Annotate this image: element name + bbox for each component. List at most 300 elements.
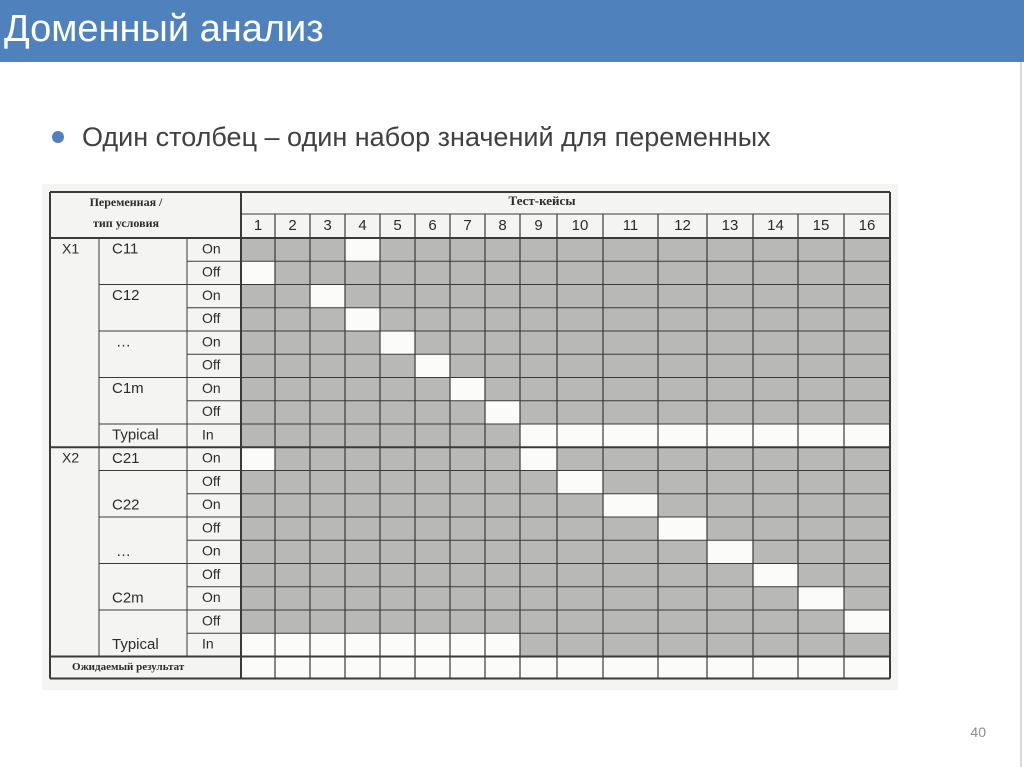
state-label: In xyxy=(202,426,214,443)
variable-label: X1 xyxy=(62,240,80,257)
test-case-cell xyxy=(345,238,380,261)
test-case-cell xyxy=(345,610,380,633)
test-case-cell xyxy=(485,354,520,377)
test-case-cell xyxy=(241,354,275,377)
test-case-cell xyxy=(310,564,345,587)
test-case-cell xyxy=(485,331,520,354)
test-case-cell xyxy=(520,564,557,587)
test-case-cell xyxy=(557,424,603,447)
test-case-cell xyxy=(798,285,844,308)
test-case-cell xyxy=(345,308,380,331)
test-case-cell xyxy=(557,238,603,261)
test-case-cell xyxy=(345,657,380,679)
test-case-cell xyxy=(450,331,485,354)
test-case-cell xyxy=(753,331,798,354)
test-case-cell xyxy=(844,587,890,610)
condition-label: C2m xyxy=(112,589,144,607)
test-case-cell xyxy=(310,471,345,494)
test-case-cell xyxy=(275,238,310,261)
test-case-cell xyxy=(485,238,520,261)
test-case-cell xyxy=(450,261,485,284)
test-case-cell xyxy=(310,378,345,401)
condition-label: … xyxy=(116,542,131,560)
test-case-cell xyxy=(450,540,485,563)
test-case-cell xyxy=(275,540,310,563)
test-case-cell xyxy=(380,261,415,284)
test-case-cell xyxy=(520,540,557,563)
test-case-cell xyxy=(753,540,798,563)
test-case-cell xyxy=(415,331,450,354)
test-case-cell xyxy=(658,610,707,633)
test-case-cell xyxy=(415,354,450,377)
test-case-cell xyxy=(658,331,707,354)
test-case-cell xyxy=(520,657,557,679)
test-case-cell xyxy=(415,238,450,261)
test-case-cell xyxy=(557,261,603,284)
test-case-cell xyxy=(557,610,603,633)
test-case-cell xyxy=(241,261,275,284)
test-case-cell xyxy=(241,540,275,563)
test-case-cell xyxy=(485,401,520,424)
test-case-cell xyxy=(844,238,890,261)
test-case-cell xyxy=(241,378,275,401)
test-case-cell xyxy=(658,308,707,331)
test-case-number: 16 xyxy=(858,216,876,234)
test-case-cell xyxy=(753,401,798,424)
bullet-dot-icon xyxy=(52,131,64,143)
test-case-cell xyxy=(415,517,450,540)
test-case-cell xyxy=(380,378,415,401)
test-case-cell xyxy=(658,401,707,424)
test-case-cell xyxy=(658,564,707,587)
test-case-cell xyxy=(844,354,890,377)
test-case-cell xyxy=(241,238,275,261)
test-case-cell xyxy=(450,308,485,331)
test-case-cell xyxy=(798,447,844,470)
test-case-cell xyxy=(753,517,798,540)
test-case-cell xyxy=(798,494,844,517)
test-case-cell xyxy=(345,378,380,401)
test-case-cell xyxy=(415,378,450,401)
test-case-cell xyxy=(798,424,844,447)
test-case-cell xyxy=(345,354,380,377)
test-case-cell xyxy=(603,261,658,284)
test-case-cell xyxy=(658,261,707,284)
test-case-cell xyxy=(658,238,707,261)
test-case-cell xyxy=(310,238,345,261)
test-case-cell xyxy=(707,424,753,447)
test-case-cell xyxy=(415,633,450,656)
test-case-cell xyxy=(603,308,658,331)
test-case-cell xyxy=(798,564,844,587)
test-case-cell xyxy=(275,354,310,377)
test-case-number: 8 xyxy=(498,216,507,234)
test-case-cell xyxy=(345,587,380,610)
test-case-cell xyxy=(557,285,603,308)
test-case-cell xyxy=(844,261,890,284)
test-case-number: 11 xyxy=(622,216,639,234)
test-case-cell xyxy=(603,610,658,633)
test-case-cell xyxy=(844,331,890,354)
test-case-cell xyxy=(753,424,798,447)
test-case-cell xyxy=(380,424,415,447)
test-case-cell xyxy=(450,494,485,517)
test-case-cell xyxy=(241,564,275,587)
test-case-cell xyxy=(798,540,844,563)
condition-label: C11 xyxy=(112,240,139,258)
test-case-cell xyxy=(415,564,450,587)
test-case-cell xyxy=(557,564,603,587)
test-case-cell xyxy=(658,447,707,470)
test-case-cell xyxy=(520,331,557,354)
test-case-cell xyxy=(798,308,844,331)
test-case-number: 14 xyxy=(767,216,784,234)
test-case-cell xyxy=(450,238,485,261)
header-test-cases: Тест-кейсы xyxy=(508,192,576,208)
test-case-cell xyxy=(658,285,707,308)
test-case-number: 12 xyxy=(674,216,691,234)
test-case-cell xyxy=(520,261,557,284)
test-case-cell xyxy=(753,308,798,331)
test-case-cell xyxy=(450,587,485,610)
test-case-cell xyxy=(520,633,557,656)
test-case-cell xyxy=(241,401,275,424)
test-case-cell xyxy=(485,540,520,563)
test-case-cell xyxy=(345,564,380,587)
test-case-cell xyxy=(707,610,753,633)
test-case-cell xyxy=(798,610,844,633)
slide-frame-edge xyxy=(1020,62,1022,767)
test-case-cell xyxy=(520,401,557,424)
test-case-cell xyxy=(603,401,658,424)
test-case-cell xyxy=(450,564,485,587)
test-case-cell xyxy=(275,261,310,284)
test-case-cell xyxy=(241,308,275,331)
test-case-cell xyxy=(753,261,798,284)
test-case-cell xyxy=(241,285,275,308)
test-case-cell xyxy=(603,633,658,656)
test-case-cell xyxy=(753,610,798,633)
test-case-cell xyxy=(557,494,603,517)
test-case-cell xyxy=(415,424,450,447)
test-case-cell xyxy=(485,424,520,447)
test-case-cell xyxy=(310,424,345,447)
test-case-cell xyxy=(485,633,520,656)
test-case-cell xyxy=(275,494,310,517)
test-case-cell xyxy=(275,331,310,354)
test-case-cell xyxy=(345,517,380,540)
test-case-cell xyxy=(485,471,520,494)
test-case-cell xyxy=(520,587,557,610)
condition-label: Typical xyxy=(112,426,159,444)
test-case-cell xyxy=(310,633,345,656)
test-case-cell xyxy=(450,610,485,633)
test-case-cell xyxy=(844,424,890,447)
test-case-cell xyxy=(310,447,345,470)
state-label: Off xyxy=(202,356,221,373)
test-case-cell xyxy=(380,308,415,331)
state-label: In xyxy=(202,635,214,652)
test-case-cell xyxy=(275,633,310,656)
test-case-cell xyxy=(753,238,798,261)
state-label: On xyxy=(202,496,221,513)
test-case-cell xyxy=(844,471,890,494)
test-case-cell xyxy=(798,517,844,540)
test-case-cell xyxy=(844,610,890,633)
test-case-cell xyxy=(485,494,520,517)
expected-result-label: Ожидаемый результат xyxy=(72,661,185,674)
test-case-cell xyxy=(275,378,310,401)
test-case-cell xyxy=(241,610,275,633)
test-case-cell xyxy=(844,401,890,424)
test-case-cell xyxy=(485,564,520,587)
test-case-cell xyxy=(520,447,557,470)
test-case-cell xyxy=(345,261,380,284)
test-case-cell xyxy=(753,564,798,587)
test-case-cell xyxy=(415,471,450,494)
test-case-cell xyxy=(557,587,603,610)
test-case-cell xyxy=(345,540,380,563)
test-case-cell xyxy=(557,540,603,563)
test-case-cell xyxy=(603,238,658,261)
test-case-cell xyxy=(415,261,450,284)
test-case-cell xyxy=(707,540,753,563)
test-case-cell xyxy=(415,494,450,517)
test-case-cell xyxy=(241,447,275,470)
test-case-cell xyxy=(310,540,345,563)
test-case-cell xyxy=(707,401,753,424)
test-case-cell xyxy=(753,657,798,679)
test-case-cell xyxy=(707,354,753,377)
test-case-cell xyxy=(450,633,485,656)
test-case-cell xyxy=(603,285,658,308)
test-case-cell xyxy=(520,471,557,494)
test-case-cell xyxy=(310,401,345,424)
variable-label: X2 xyxy=(62,449,80,466)
test-case-cell xyxy=(345,331,380,354)
condition-label: Typical xyxy=(112,635,159,653)
test-case-cell xyxy=(310,308,345,331)
test-case-cell xyxy=(450,657,485,679)
test-case-cell xyxy=(753,587,798,610)
test-case-cell xyxy=(485,285,520,308)
test-case-cell xyxy=(658,378,707,401)
test-case-cell xyxy=(844,657,890,679)
test-case-cell xyxy=(707,494,753,517)
state-label: Off xyxy=(202,472,221,489)
test-case-cell xyxy=(844,285,890,308)
state-label: On xyxy=(202,449,221,466)
test-case-number: 4 xyxy=(358,216,367,234)
test-case-cell xyxy=(275,564,310,587)
test-case-cell xyxy=(707,378,753,401)
test-case-cell xyxy=(603,331,658,354)
test-case-cell xyxy=(557,471,603,494)
test-case-cell xyxy=(603,564,658,587)
test-case-cell xyxy=(798,633,844,656)
test-case-cell xyxy=(345,285,380,308)
test-case-cell xyxy=(520,285,557,308)
test-case-cell xyxy=(241,657,275,679)
test-case-number: 3 xyxy=(323,216,332,234)
test-case-cell xyxy=(603,657,658,679)
test-case-cell xyxy=(380,494,415,517)
test-case-cell xyxy=(380,564,415,587)
test-case-cell xyxy=(658,517,707,540)
test-case-cell xyxy=(380,471,415,494)
test-case-cell xyxy=(415,401,450,424)
test-case-cell xyxy=(380,401,415,424)
state-label: Off xyxy=(202,263,221,280)
test-case-cell xyxy=(707,447,753,470)
test-case-cell xyxy=(310,331,345,354)
test-case-cell xyxy=(707,285,753,308)
test-case-cell xyxy=(345,494,380,517)
test-case-cell xyxy=(310,517,345,540)
test-case-cell xyxy=(275,610,310,633)
test-case-cell xyxy=(798,378,844,401)
test-case-cell xyxy=(485,657,520,679)
test-case-cell xyxy=(798,261,844,284)
test-case-cell xyxy=(450,424,485,447)
test-case-cell xyxy=(798,401,844,424)
test-case-cell xyxy=(658,471,707,494)
test-case-number: 13 xyxy=(721,216,739,234)
header-condition-label: тип условия xyxy=(93,215,159,230)
test-case-cell xyxy=(658,494,707,517)
state-label: Off xyxy=(202,403,221,420)
test-case-cell xyxy=(345,424,380,447)
test-case-cell xyxy=(753,494,798,517)
test-case-cell xyxy=(798,331,844,354)
test-case-cell xyxy=(275,285,310,308)
test-case-cell xyxy=(707,587,753,610)
state-label: On xyxy=(202,240,221,257)
test-case-cell xyxy=(450,447,485,470)
test-case-cell xyxy=(415,587,450,610)
test-case-cell xyxy=(844,564,890,587)
bullet-text: Один столбец – один набор значений для переменных xyxy=(82,122,771,152)
test-case-cell xyxy=(707,517,753,540)
test-case-cell xyxy=(603,587,658,610)
test-case-cell xyxy=(275,587,310,610)
test-case-cell xyxy=(520,354,557,377)
test-case-cell xyxy=(450,378,485,401)
condition-label: … xyxy=(116,333,131,351)
test-case-cell xyxy=(485,378,520,401)
test-case-cell xyxy=(658,587,707,610)
test-case-cell xyxy=(345,401,380,424)
test-case-cell xyxy=(241,471,275,494)
test-case-cell xyxy=(310,587,345,610)
test-case-cell xyxy=(241,517,275,540)
test-case-cell xyxy=(658,424,707,447)
test-case-number: 9 xyxy=(534,216,543,234)
test-case-cell xyxy=(844,308,890,331)
test-case-cell xyxy=(485,261,520,284)
test-case-cell xyxy=(603,424,658,447)
test-case-cell xyxy=(450,285,485,308)
test-case-cell xyxy=(557,633,603,656)
test-case-cell xyxy=(844,540,890,563)
test-case-cell xyxy=(844,633,890,656)
test-case-cell xyxy=(275,471,310,494)
test-case-cell xyxy=(241,587,275,610)
test-case-cell xyxy=(485,447,520,470)
test-case-cell xyxy=(520,238,557,261)
test-case-cell xyxy=(275,401,310,424)
test-case-cell xyxy=(241,331,275,354)
test-case-cell xyxy=(380,238,415,261)
test-case-cell xyxy=(798,471,844,494)
test-case-cell xyxy=(450,517,485,540)
test-case-cell xyxy=(485,587,520,610)
test-case-number: 15 xyxy=(812,216,830,234)
test-case-cell xyxy=(275,517,310,540)
test-case-cell xyxy=(603,378,658,401)
test-case-cell xyxy=(380,657,415,679)
test-case-cell xyxy=(707,308,753,331)
test-case-cell xyxy=(557,657,603,679)
test-case-cell xyxy=(707,238,753,261)
state-label: Off xyxy=(202,310,221,327)
test-case-cell xyxy=(557,354,603,377)
test-case-cell xyxy=(707,633,753,656)
test-case-cell xyxy=(310,610,345,633)
state-label: On xyxy=(202,333,221,350)
test-case-cell xyxy=(603,494,658,517)
header-variable-label: Переменная / xyxy=(89,194,163,209)
test-case-cell xyxy=(241,494,275,517)
test-case-cell xyxy=(753,633,798,656)
test-case-cell xyxy=(310,285,345,308)
title-bar xyxy=(0,0,1024,62)
test-case-cell xyxy=(707,657,753,679)
test-case-cell xyxy=(380,447,415,470)
test-case-cell xyxy=(380,587,415,610)
test-case-cell xyxy=(707,261,753,284)
test-case-cell xyxy=(707,471,753,494)
state-label: Off xyxy=(202,612,221,629)
state-label: On xyxy=(202,379,221,396)
test-case-cell xyxy=(275,447,310,470)
test-case-cell xyxy=(275,308,310,331)
table-grid xyxy=(42,184,898,690)
test-case-cell xyxy=(753,354,798,377)
test-case-cell xyxy=(520,378,557,401)
test-case-cell xyxy=(603,517,658,540)
test-case-cell xyxy=(520,610,557,633)
test-case-cell xyxy=(798,354,844,377)
test-case-cell xyxy=(310,657,345,679)
test-case-cell xyxy=(557,517,603,540)
test-case-cell xyxy=(557,401,603,424)
test-case-cell xyxy=(557,308,603,331)
condition-label: C21 xyxy=(112,449,140,467)
test-case-cell xyxy=(380,633,415,656)
test-case-cell xyxy=(844,517,890,540)
test-case-cell xyxy=(707,331,753,354)
test-case-cell xyxy=(415,447,450,470)
test-case-cell xyxy=(241,633,275,656)
test-case-number: 10 xyxy=(571,216,589,234)
test-case-cell xyxy=(380,331,415,354)
test-case-cell xyxy=(844,494,890,517)
test-case-cell xyxy=(753,285,798,308)
test-case-cell xyxy=(415,610,450,633)
test-case-cell xyxy=(345,447,380,470)
test-case-cell xyxy=(345,633,380,656)
